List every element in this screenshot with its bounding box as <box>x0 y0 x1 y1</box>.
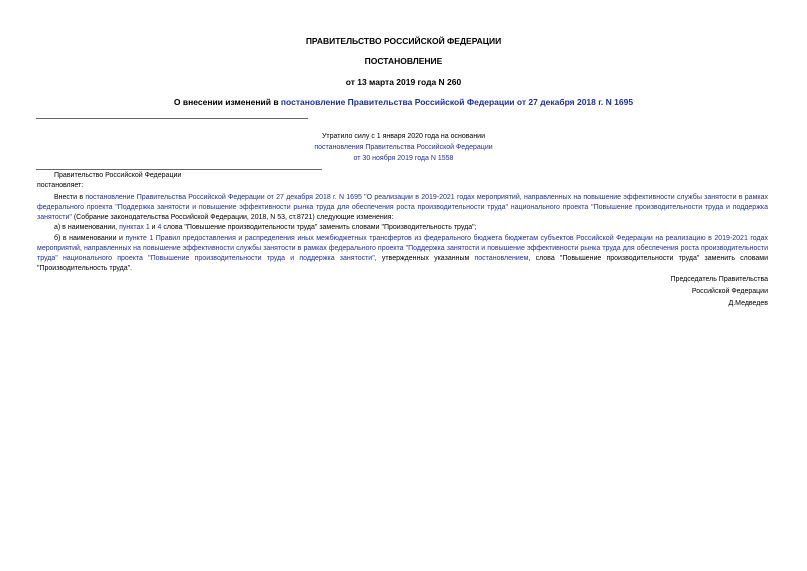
item-a-link-clause-4[interactable]: 4 <box>157 224 162 231</box>
item-a-prefix: а) в наименовании, <box>54 224 120 231</box>
signature-title-continued: Российской Федерации <box>691 288 768 295</box>
item-b-mid: , утвержденных указанным <box>374 255 475 262</box>
expiry-link-line2 <box>0 153 807 164</box>
signature-title: Председатель Правительства <box>670 276 768 283</box>
divider-bottom <box>36 169 322 170</box>
decrees-verb: постановляет: <box>37 182 84 189</box>
item-b-paragraph <box>37 234 768 274</box>
document-type-heading: ПОСТАНОВЛЕНИЕ <box>364 56 443 66</box>
item-a-paragraph <box>37 223 768 233</box>
expiry-note: Утратило силу с 1 января 2020 года на основании <box>321 133 486 140</box>
item-b-decree-link[interactable]: постановлением <box>474 255 529 262</box>
government-subject: Правительство Российской Федерации <box>54 172 182 179</box>
document-title-prefix: О внесении изменений в <box>173 97 281 107</box>
document-title <box>0 97 807 108</box>
main-paragraph-prefix: Внести в <box>54 194 86 201</box>
item-b-suffix: , слова "Повышение производительности труда" заменить словами "Производительность труда". <box>37 255 768 272</box>
main-paragraph <box>37 193 768 223</box>
repealing-decree-link[interactable]: постановления Правительства Российской Федерации <box>314 144 493 151</box>
item-b-prefix: б) в наименовании и <box>54 235 126 242</box>
item-a-suffix: слова "Повышение производительности труда" заменить словами "Производительность труда"; <box>161 224 477 231</box>
government-heading: ПРАВИТЕЛЬСТВО РОССИЙСКОЙ ФЕДЕРАЦИИ <box>305 36 502 46</box>
item-b-rules-link[interactable]: пункте 1 Правил предоставления и распределения иных межбюджетных трансфертов из федерального бюджета бюджетам субъектов Российской Федерации на реализацию в 2019-2021 годах мероприятий, направленных на повышение эффективности службы занятости в рамках федерального проекта "Поддержка занятости и повышение эффективности рынка труда для обеспечения роста производительности труда" национального проекта "Повышение производительности труда и поддержка занятости" <box>37 235 768 262</box>
divider-top <box>36 118 308 119</box>
item-a-mid: и <box>149 224 158 231</box>
repealing-decree-date-link[interactable]: от 30 ноября 2019 года N 1558 <box>353 155 454 162</box>
main-paragraph-suffix: (Собрание законодательства Российской Федерации, 2018, N 53, ст.8721) следующие изменения: <box>71 214 394 221</box>
amended-decree-link[interactable]: постановление Правительства Российской Федерации от 27 декабря 2018 г. N 1695 <box>280 97 634 107</box>
document-date-number: от 13 марта 2019 года N 260 <box>345 77 462 87</box>
signatory-name: Д.Медведев <box>728 300 768 307</box>
main-decree-link[interactable]: постановление Правительства Российской Федерации от 27 декабря 2018 г. N 1695 "О реализации в 2019-2021 годах мероприятий, направленных на повышение эффективности службы занятости в рамках федерального проекта "Поддержка занятости и повышение эффективности рынка труда для обеспечения роста производительности труда" национального проекта "Повышение производительности труда и поддержка занятости" <box>37 194 768 221</box>
expiry-link-line1 <box>0 142 807 153</box>
item-a-link-clause-1[interactable]: пунктах 1 <box>119 224 150 231</box>
